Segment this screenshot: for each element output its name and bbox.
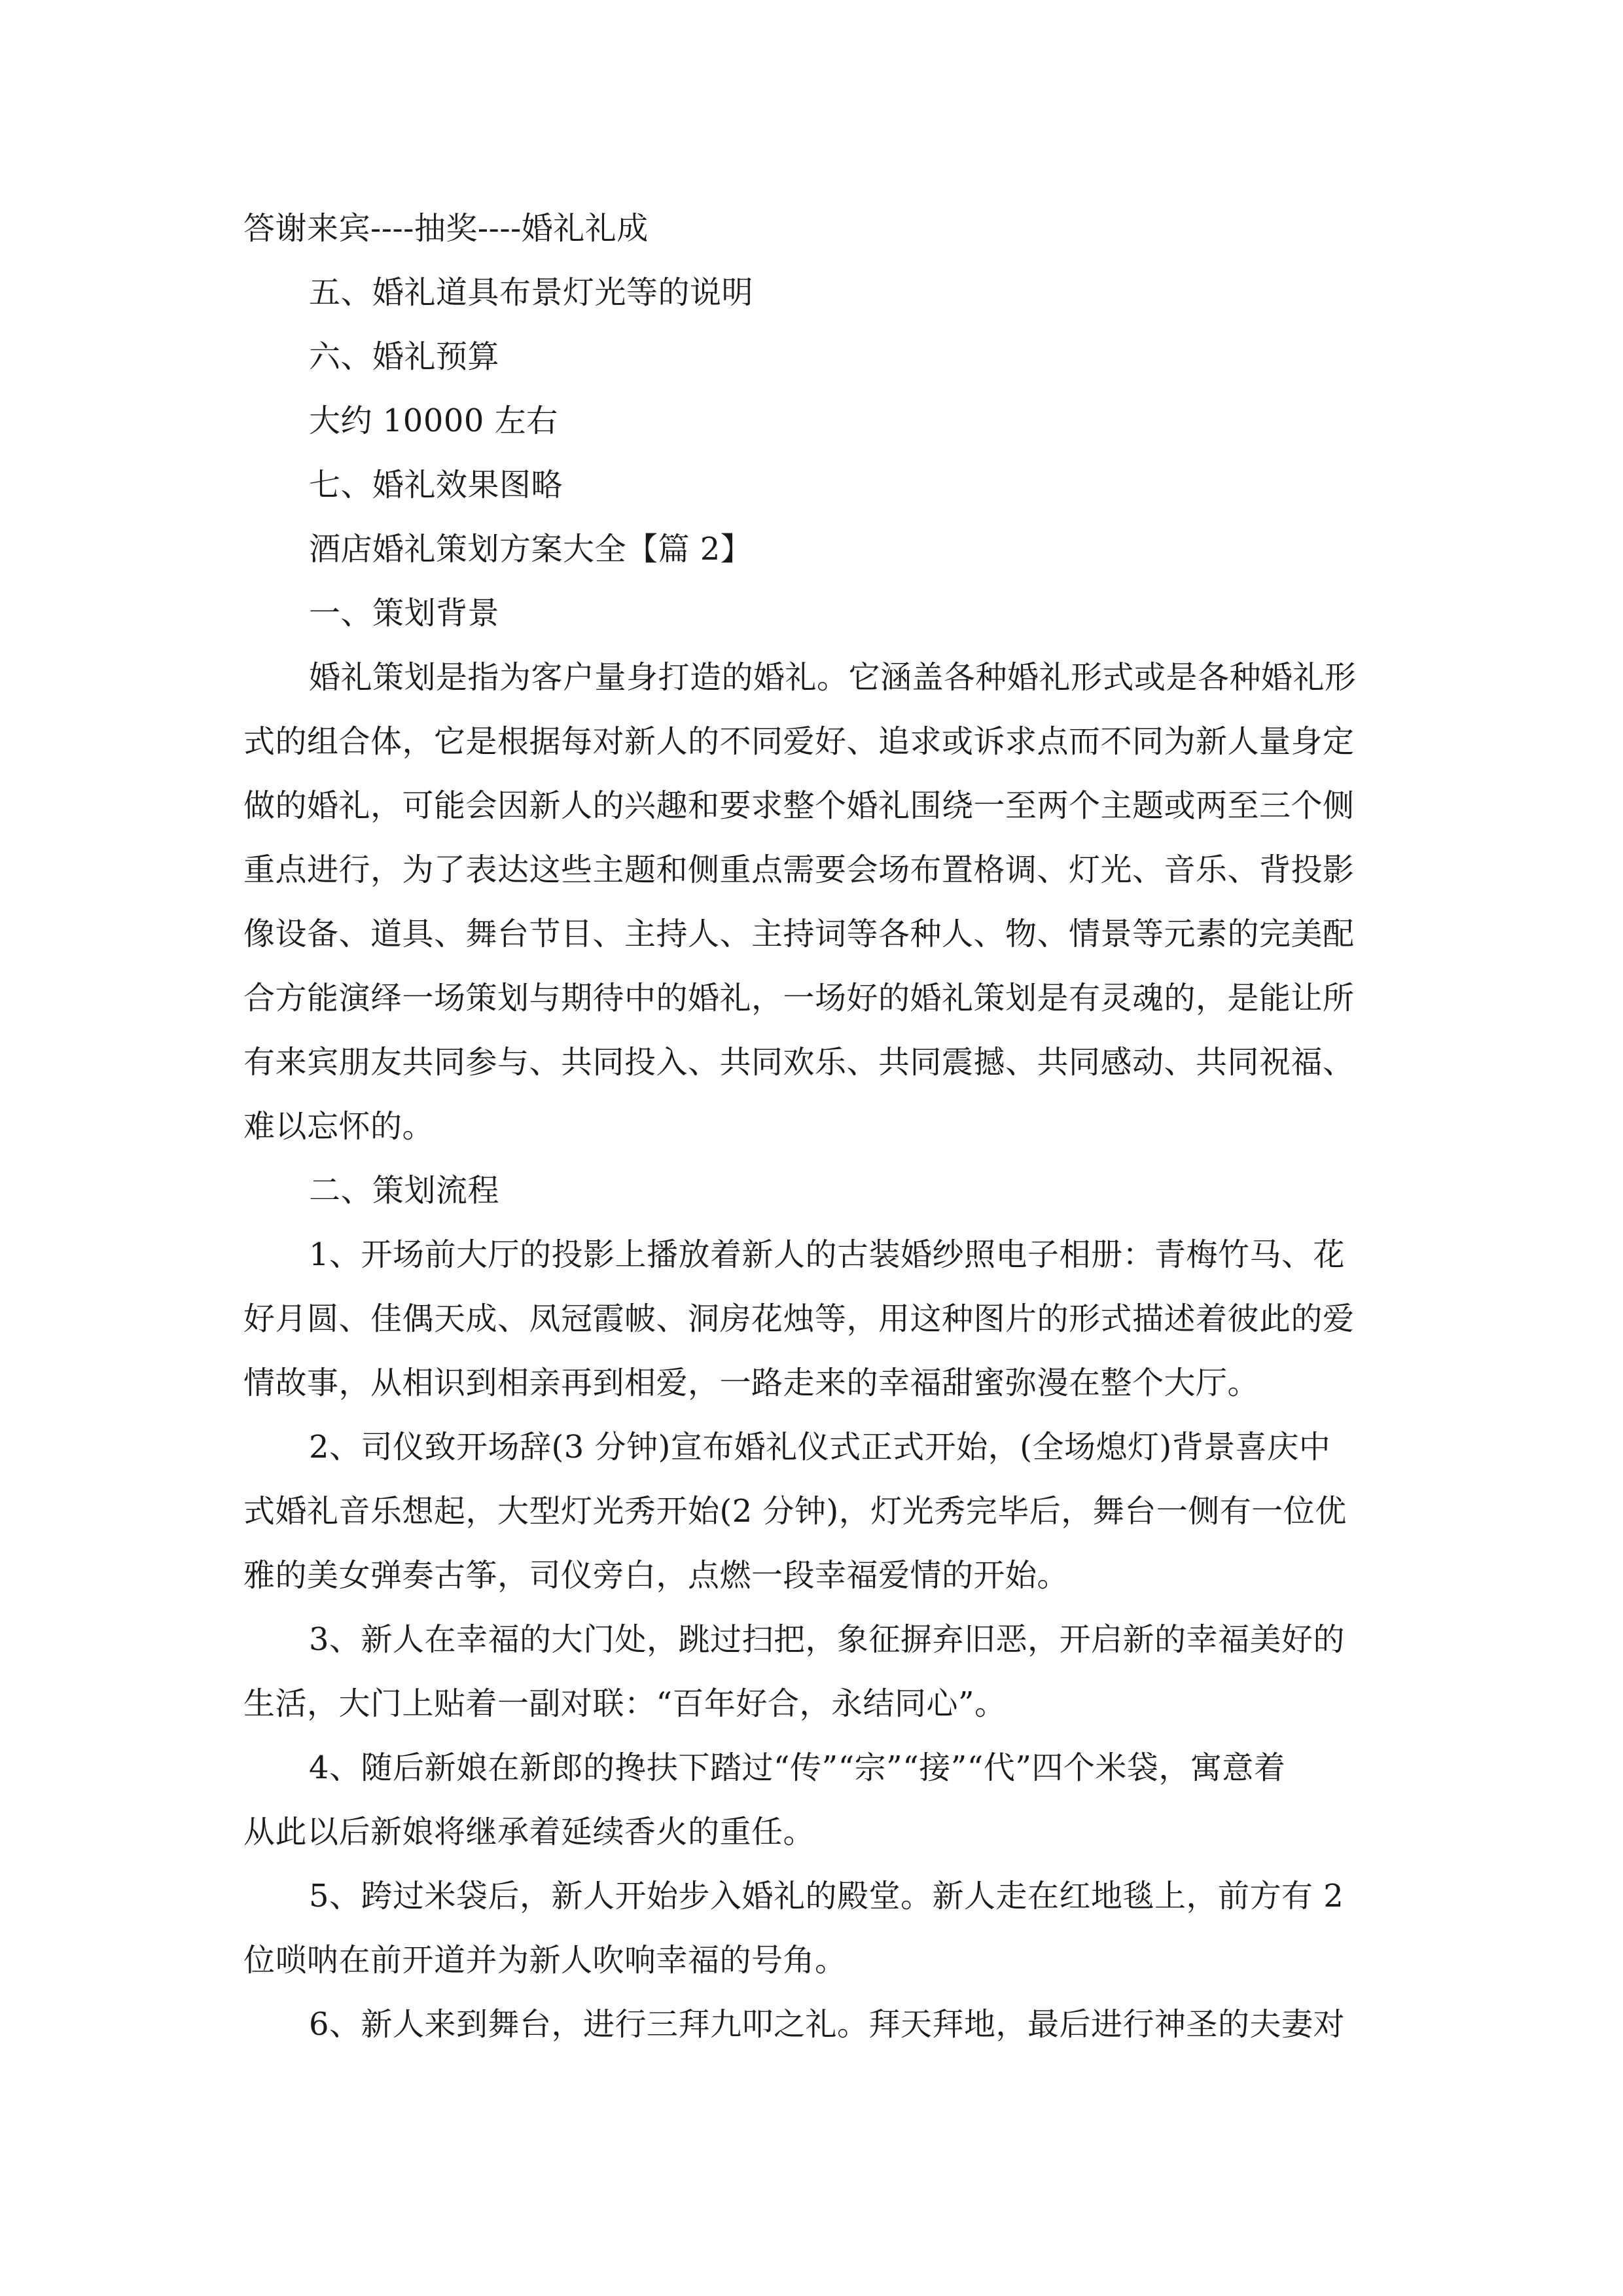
paragraph-step-1 <box>243 1223 1395 1415</box>
paragraph-line: 位唢呐在前开道并为新人吹响幸福的号角。 <box>243 1942 847 1979</box>
paragraph-background <box>243 645 1395 1158</box>
paragraph-line: 4、随后新娘在新郎的搀扶下踏过“传”“宗”“接”“代”四个米袋，寓意着 <box>309 1749 1286 1786</box>
paragraph-line: 好月圆、佳偶天成、凤冠霞帔、洞房花烛等，用这种图片的形式描述着彼此的爱 <box>243 1300 1355 1337</box>
paragraph-line: 2、司仪致开场辞(3 分钟)宣布婚礼仪式正式开始，(全场熄灯)背景喜庆中 <box>309 1429 1331 1465</box>
article-title: 酒店婚礼策划方案大全【篇 2】 <box>309 531 753 567</box>
text-line-closing: 答谢来宾----抽奖----婚礼礼成 <box>243 210 649 247</box>
section-heading-budget: 六、婚礼预算 <box>309 338 500 375</box>
section-heading-props: 五、婚礼道具布景灯光等的说明 <box>309 274 754 311</box>
paragraph-line: 6、新人来到舞台，进行三拜九叩之礼。拜天拜地，最后进行神圣的夫妻对 <box>309 2006 1346 2043</box>
paragraph-step-5 <box>243 1864 1395 1992</box>
paragraph-step-2 <box>243 1415 1395 1607</box>
paragraph-line: 情故事，从相识到相亲再到相爱，一路走来的幸福甜蜜弥漫在整个大厅。 <box>243 1365 1260 1401</box>
paragraph-line: 做的婚礼，可能会因新人的兴趣和要求整个婚礼围绕一至两个主题或两至三个侧 <box>243 787 1355 824</box>
paragraph-line: 雅的美女弹奏古筝，司仪旁白，点燃一段幸福爱情的开始。 <box>243 1557 1069 1594</box>
budget-amount: 大约 10000 左右 <box>309 403 558 439</box>
paragraph-step-3 <box>243 1607 1395 1736</box>
paragraph-line: 合方能演绎一场策划与期待中的婚礼，一场好的婚礼策划是有灵魂的，是能让所 <box>243 980 1355 1016</box>
paragraph-line: 5、跨过米袋后，新人开始步入婚礼的殿堂。新人走在红地毯上，前方有 2 <box>309 1878 1344 1914</box>
paragraph-step-6 <box>243 1992 1395 2056</box>
paragraph-line: 式的组合体，它是根据每对新人的不同爱好、追求或诉求点而不同为新人量身定 <box>243 723 1355 760</box>
paragraph-line: 从此以后新娘将继承着延续香火的重任。 <box>243 1814 815 1850</box>
paragraph-line: 婚礼策划是指为客户量身打造的婚礼。它涵盖各种婚礼形式或是各种婚礼形 <box>309 659 1357 696</box>
paragraph-step-4 <box>243 1736 1395 1864</box>
section-heading-background: 一、策划背景 <box>309 595 500 632</box>
section-heading-effect: 七、婚礼效果图略 <box>309 467 563 503</box>
paragraph-line: 有来宾朋友共同参与、共同投入、共同欢乐、共同震撼、共同感动、共同祝福、 <box>243 1044 1355 1081</box>
section-heading-process: 二、策划流程 <box>309 1172 500 1209</box>
paragraph-line: 生活，大门上贴着一副对联：“百年好合，永结同心”。 <box>243 1685 1007 1722</box>
paragraph-line: 像设备、道具、舞台节目、主持人、主持词等各种人、物、情景等元素的完美配 <box>243 916 1355 952</box>
paragraph-line: 式婚礼音乐想起，大型灯光秀开始(2 分钟)，灯光秀完毕后，舞台一侧有一位优 <box>243 1493 1347 1530</box>
paragraph-line: 难以忘怀的。 <box>243 1108 435 1145</box>
paragraph-line: 重点进行，为了表达这些主题和侧重点需要会场布置格调、灯光、音乐、背投影 <box>243 852 1355 888</box>
paragraph-line: 1、开场前大厅的投影上播放着新人的古装婚纱照电子相册：青梅竹马、花 <box>309 1236 1346 1273</box>
document-body <box>243 196 1395 2056</box>
paragraph-line: 3、新人在幸福的大门处，跳过扫把，象征摒弃旧恶，开启新的幸福美好的 <box>309 1621 1346 1658</box>
